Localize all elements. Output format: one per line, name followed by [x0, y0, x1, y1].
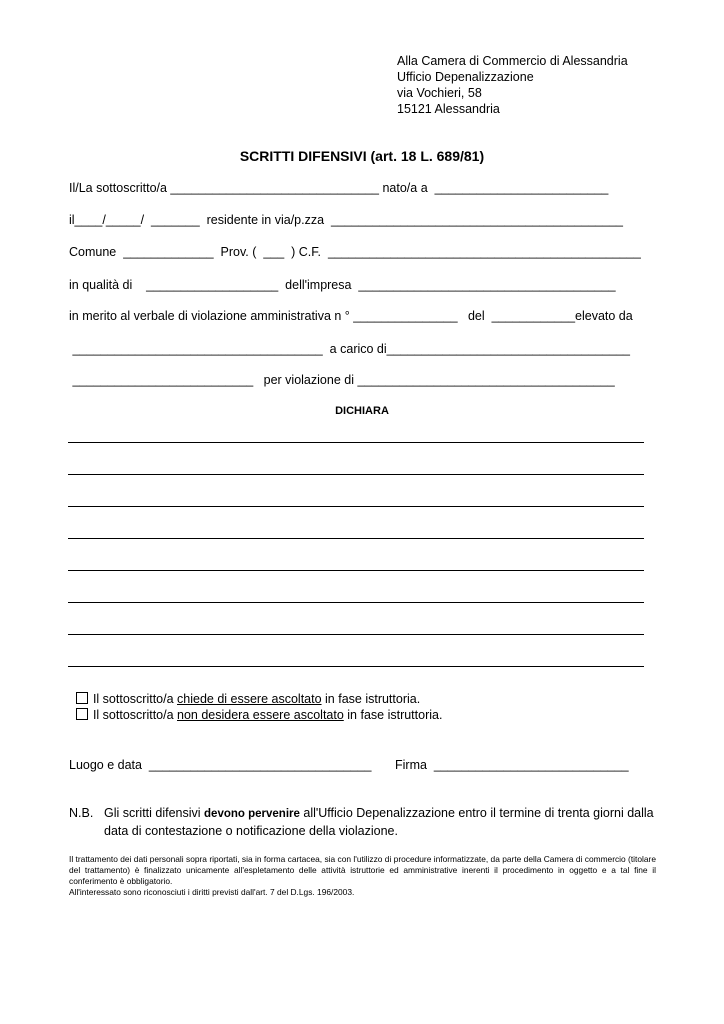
field-row-carico[interactable]: ____________________________________ a carico di___________________________________ — [69, 342, 630, 356]
field-row-name-birthplace[interactable]: Il/La sottoscritto/a ______________________________ nato/a a _________________________ — [69, 181, 609, 195]
declaration-line[interactable] — [68, 538, 644, 539]
privacy-paragraph-2: All'interessato sono riconosciuti i diritti previsti dall'art. 7 del D.Lgs. 196/2003. — [69, 887, 355, 897]
recipient-line-2: Ufficio Depenalizzazione — [397, 70, 534, 84]
recipient-line-3: via Vochieri, 58 — [397, 86, 482, 100]
dichiara-heading: DICHIARA — [335, 405, 389, 417]
option-2-underlined: non desidera essere ascoltato — [177, 708, 344, 722]
option-1-underlined: chiede di essere ascoltato — [177, 692, 322, 706]
field-row-qualita-impresa[interactable]: in qualità di ___________________ dell'impresa _____________________________________ — [69, 278, 616, 292]
note-text-b: all'Ufficio Depenalizzazione entro il termine di trenta giorni dalla data di contestazione o notificazione della violazione. — [104, 806, 654, 838]
privacy-notice — [69, 854, 656, 898]
field-row-violazione[interactable]: __________________________ per violazione di _____________________________________ — [69, 373, 615, 387]
option-1-suffix: in fase istruttoria. — [321, 692, 421, 706]
recipient-line-4: 15121 Alessandria — [397, 102, 500, 116]
note-text-a: Gli scritti difensivi — [104, 806, 205, 820]
recipient-line-1: Alla Camera di Commercio di Alessandria — [397, 54, 628, 68]
declaration-line[interactable] — [68, 666, 644, 667]
privacy-paragraph-1: Il trattamento dei dati personali sopra riportati, sia in forma cartacea, sia con l'utilizzo di procedure informatizzate, da parte della Camera di commercio (titolare del trattamento) è finalizzato unicamente all'espletamento delle attività istruttorie ed amministrative inerenti il procedimento in oggetto e a tal fine il conferimento è obbligatorio. — [69, 854, 656, 886]
declaration-line[interactable] — [68, 634, 644, 635]
declaration-line[interactable] — [68, 602, 644, 603]
place-date-field[interactable]: Luogo e data ________________________________ — [69, 758, 372, 772]
note-text — [104, 805, 664, 840]
signature-field[interactable]: Firma ____________________________ — [395, 758, 629, 772]
field-row-verbale[interactable]: in merito al verbale di violazione amministrativa n ° _______________ del ____________elevato da — [69, 309, 633, 323]
field-row-comune-cf[interactable]: Comune _____________ Prov. ( ___ ) C.F. _____________________________________________ — [69, 245, 641, 259]
declaration-line[interactable] — [68, 442, 644, 443]
note-text-bold: devono pervenire — [204, 808, 300, 820]
note-label: N.B. — [69, 806, 94, 820]
option-non-ascoltato[interactable] — [69, 694, 442, 722]
declaration-line[interactable] — [68, 570, 644, 571]
declaration-line[interactable] — [68, 474, 644, 475]
option-1-prefix: Il sottoscritto/a — [92, 692, 178, 706]
field-row-birthdate-address[interactable]: il____/_____/ _______ residente in via/p.zza __________________________________________ — [69, 213, 623, 227]
option-2-suffix: in fase istruttoria. — [343, 708, 443, 722]
option-2-prefix: Il sottoscritto/a — [92, 708, 178, 722]
form-title: SCRITTI DIFENSIVI (art. 18 L. 689/81) — [239, 148, 485, 164]
declaration-line[interactable] — [68, 506, 644, 507]
checkbox-icon[interactable] — [76, 708, 88, 720]
